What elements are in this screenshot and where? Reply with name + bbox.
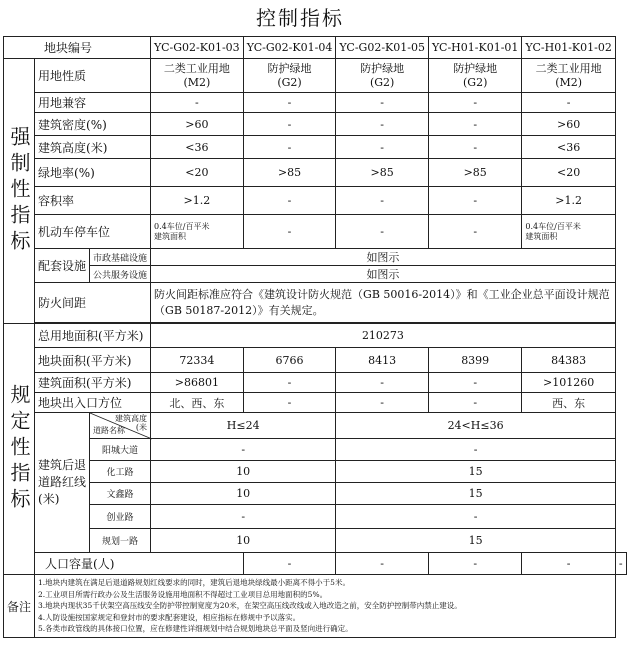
access-label: 地块出入口方位 [35,393,151,413]
parking-value: - [428,215,521,249]
floor-area-value: >101260 [522,373,615,393]
plot-area-value: 6766 [243,348,336,373]
population-value: - [615,553,626,575]
land-use-value: 二类工业用地 (M2) [522,59,615,93]
road-name: 阳城大道 [90,439,151,461]
plot-code: YC-H01-K01-02 [522,37,615,59]
density-value: - [428,113,521,136]
access-value: - [243,393,336,413]
height-value: <36 [522,136,615,159]
compat-value: - [151,93,244,113]
plot-code: YC-H01-K01-01 [428,37,521,59]
row-notes [4,575,627,638]
row-fire [4,283,627,323]
category-text: 规定性指标 [7,384,31,514]
green-value: <20 [522,159,615,187]
plot-code: YC-G02-K01-05 [336,37,429,59]
row-plot-area [4,348,627,373]
category-text: 强制性指标 [7,126,31,256]
header-label: 地块编号 [4,37,151,59]
facilities-label: 配套设施 [35,249,90,283]
land-use-label: 用地性质 [35,59,151,93]
municipal-value: 如图示 [151,249,616,266]
parking-value: 0.4车位/百平米 建筑面积 [151,215,244,249]
row-compat [4,93,627,113]
far-value: >1.2 [151,187,244,215]
setback-height-band-1: H≤24 [151,413,336,439]
road-name: 化工路 [90,461,151,483]
setback-value: 10 [151,529,336,553]
row-setback-header [4,413,627,439]
fire-label: 防火间距 [35,283,151,323]
total-area-label: 总用地面积(平方米) [35,324,151,348]
setback-value: - [336,439,616,461]
setback-value: 15 [336,483,616,505]
land-use-value: 防护绿地 (G2) [336,59,429,93]
land-use-value: 防护绿地 (G2) [428,59,521,93]
road-axis-label: 道路名称 [93,426,126,435]
plot-area-value: 8413 [336,348,429,373]
setback-value: - [336,505,616,529]
height-label: 建筑高度(米) [35,136,151,159]
compat-value: - [336,93,429,113]
guidance-category [4,324,35,575]
page-title: 控制指标 [256,6,344,30]
land-use-value: 防护绿地 (G2) [243,59,336,93]
parking-label: 机动车停车位 [35,215,151,249]
compat-value: - [243,93,336,113]
population-value: - [336,553,429,575]
setback-road-row [4,439,627,461]
height-value: - [243,136,336,159]
green-label: 绿地率(%) [35,159,151,187]
setback-diagonal-header [90,413,151,439]
parking-value: - [243,215,336,249]
density-label: 建筑密度(%) [35,113,151,136]
setback-label: 建筑后退道路红线(米) [35,413,90,553]
plot-code: YC-G02-K01-03 [151,37,244,59]
setback-value: 15 [336,461,616,483]
far-value: >1.2 [522,187,615,215]
row-population [4,553,627,575]
population-value: - [428,553,521,575]
plot-area-value: 84383 [522,348,615,373]
indicator-table [3,36,627,638]
floor-area-value: >86801 [151,373,244,393]
setback-value: 15 [336,529,616,553]
public-value: 如图示 [151,266,616,283]
setback-road-row [4,505,627,529]
fire-value: 防火间距标准应符合《建筑设计防火规范（GB 50016-2014）》和《工业企业总平面设计规范（GB 50187-2012）》有关规定。 [151,283,616,323]
row-parking [4,215,627,249]
header-row [4,37,627,59]
floor-area-value: - [428,373,521,393]
access-value: 北、西、东 [151,393,244,413]
far-value: - [243,187,336,215]
setback-value: 10 [151,461,336,483]
notes-label: 备注 [4,575,35,638]
floor-area-label: 建筑面积(平方米) [35,373,151,393]
compat-value: - [428,93,521,113]
plot-area-value: 72334 [151,348,244,373]
height-axis-label: 建筑高度 (米 [115,414,148,432]
density-value: >60 [522,113,615,136]
setback-road-row [4,529,627,553]
compat-value: - [522,93,615,113]
setback-value: - [151,505,336,529]
setback-value: - [151,439,336,461]
density-value: >60 [151,113,244,136]
height-value: - [336,136,429,159]
parking-value: - [336,215,429,249]
plot-code: YC-G02-K01-04 [243,37,336,59]
density-value: - [243,113,336,136]
floor-area-value: - [243,373,336,393]
notes-body [35,575,616,638]
road-name: 规划一路 [90,529,151,553]
parking-value: 0.4车位/百平米 建筑面积 [522,215,615,249]
note-item: 1.地块内建筑在满足后退道路规划红线要求的同时，建筑后退地块绿线最小距离不得小于5米。 [38,578,350,588]
mandatory-category [4,59,35,324]
population-value: - [243,553,336,575]
far-label: 容积率 [35,187,151,215]
row-green [4,159,627,187]
setback-road-row [4,461,627,483]
row-height [4,136,627,159]
height-value: <36 [151,136,244,159]
total-area-value: 210273 [151,324,616,348]
green-value: >85 [243,159,336,187]
municipal-label: 市政基础设施 [90,249,151,266]
plot-area-label: 地块面积(平方米) [35,348,151,373]
public-label: 公共服务设施 [90,266,151,283]
green-value: >85 [428,159,521,187]
population-label: 人口容量(人) [35,553,244,575]
row-facilities-municipal [4,249,627,266]
road-name: 创业路 [90,505,151,529]
access-value: 西、东 [522,393,615,413]
access-value: - [336,393,429,413]
row-access [4,393,627,413]
density-value: - [336,113,429,136]
row-density [4,113,627,136]
setback-height-band-2: 24<H≤36 [336,413,616,439]
setback-road-row [4,483,627,505]
road-name: 文鑫路 [90,483,151,505]
height-value: - [428,136,521,159]
row-land-use [4,59,627,93]
row-facilities-public [4,266,627,283]
far-value: - [336,187,429,215]
row-floor-area [4,373,627,393]
access-value: - [428,393,521,413]
land-use-value: 二类工业用地 (M2) [151,59,244,93]
note-item: 3.地块内现状35千伏架空高压线安全防护带控制宽度为20米，在架空高压线改线或入地改造之前，安全防护控制带内禁止建设。 [38,601,462,611]
green-value: >85 [336,159,429,187]
row-total-area [4,324,627,348]
setback-value: 10 [151,483,336,505]
population-value: - [522,553,615,575]
green-value: <20 [151,159,244,187]
note-item: 5.各类市政管线的具体接口位置，应在修建性详细规划中结合规划地块总平面及竖向进行确定。 [38,624,353,634]
row-far [4,187,627,215]
note-item: 2.工业项目所需行政办公及生活服务设施用地面积不得超过工业项目总用地面积的5%。 [38,589,328,599]
compat-label: 用地兼容 [35,93,151,113]
note-item: 4.人防设施按国家规定和登封市的要求配套建设，相应指标在修规中予以落实。 [38,612,301,622]
plot-area-value: 8399 [428,348,521,373]
floor-area-value: - [336,373,429,393]
far-value: - [428,187,521,215]
